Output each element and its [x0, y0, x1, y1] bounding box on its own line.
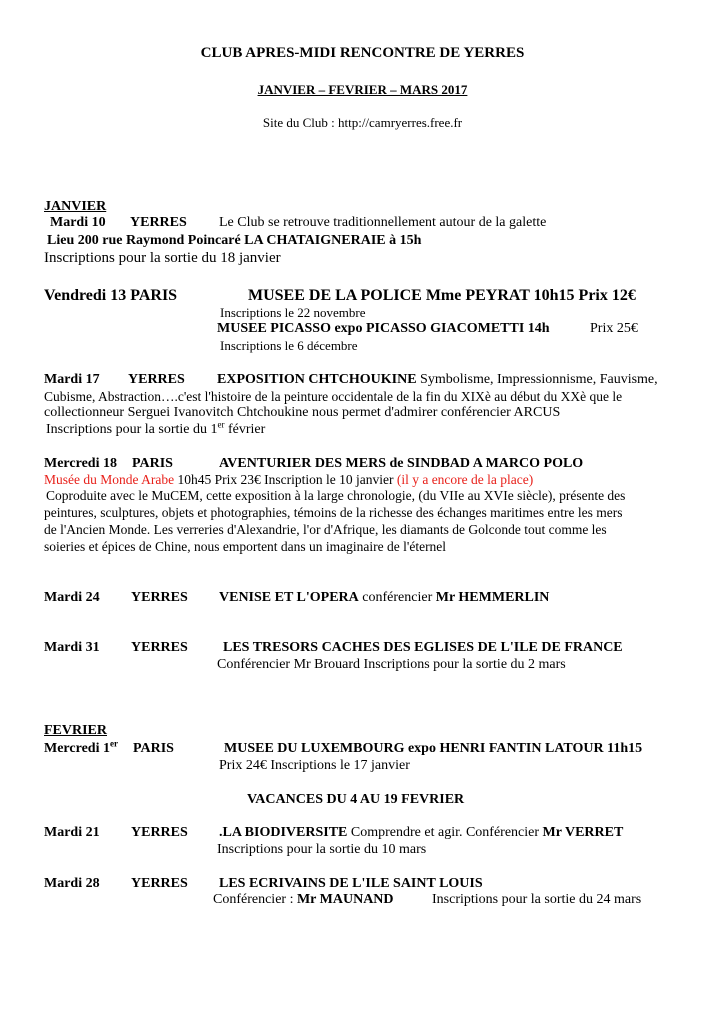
event-title-line	[219, 826, 623, 840]
event-location: Lieu 200 rue Raymond Poincaré LA CHATAIGNERAIE à 15h	[47, 233, 422, 248]
event-title: VENISE ET L'OPERA	[219, 590, 359, 605]
day-text: Mercredi 1	[44, 741, 110, 756]
event-inscription	[46, 419, 266, 437]
event-info-line	[44, 473, 533, 487]
event-info: 10h45 Prix 23€ Inscription le 10 janvier	[174, 472, 397, 487]
event-day: Mardi 28	[44, 876, 100, 891]
event-place: YERRES	[130, 215, 187, 230]
event-title-line	[219, 591, 549, 605]
club-title: CLUB APRES-MIDI RENCONTRE DE YERRES	[200, 45, 525, 61]
event-description: peintures, sculptures, objets et photographies, témoins de la richesse des échanges maritimes entre les mers	[44, 505, 623, 520]
event-day: Vendredi 13 PARIS	[44, 287, 178, 304]
event-place: YERRES	[131, 640, 188, 655]
event-title: AVENTURIER DES MERS de SINDBAD A MARCO POLO	[219, 456, 584, 471]
speaker: Mr VERRET	[542, 825, 624, 840]
period-title: JANVIER – FEVRIER – MARS 2017	[257, 82, 468, 97]
event-title: MUSEE DE LA POLICE Mme PEYRAT 10h15 Prix 12€	[248, 287, 636, 304]
event-price: Prix 25€	[590, 321, 638, 336]
section-heading-janvier: JANVIER	[44, 199, 107, 214]
inscription-text: Inscriptions pour la sortie du 1	[46, 422, 218, 437]
event-day: Mardi 31	[44, 640, 100, 655]
event-subline: Inscriptions pour la sortie du 10 mars	[217, 842, 427, 857]
event-description: collectionneur Serguei Ivanovitch Chtchoukine nous permet d'admirer conférencier ARCUS	[44, 405, 561, 420]
event-place: YERRES	[131, 590, 188, 605]
club-site: Site du Club : http://camryerres.free.fr	[262, 115, 463, 130]
event-day: Mardi 21	[44, 825, 100, 840]
event-description: soieries et épices de Chine, nous emportent dans un imaginaire de l'éternel	[44, 539, 447, 554]
event-description: de l'Ancien Monde. Les verreries d'Alexandrie, l'or d'Afrique, les diamants de Golconde tout comme les	[44, 522, 607, 537]
superscript: er	[109, 738, 118, 749]
speaker: Mr MAUNAND	[296, 892, 394, 907]
conference-label: conférencier	[358, 590, 436, 605]
event-description: Symbolisme, Impressionnisme, Fauvisme,	[420, 372, 658, 387]
event-title: LES ECRIVAINS DE L'ILE SAINT LOUIS	[219, 876, 483, 891]
superscript: er	[217, 419, 225, 430]
event-day	[44, 738, 118, 756]
event-place: PARIS	[132, 456, 173, 471]
event-inscription: Inscriptions pour la sortie du 18 janvier	[44, 250, 281, 266]
event-subline: Conférencier Mr Brouard Inscriptions pour la sortie du 2 mars	[217, 657, 566, 672]
event-inscription: Inscriptions le 6 décembre	[220, 338, 358, 353]
event-subline	[213, 893, 394, 907]
event-day: Mardi 24	[44, 590, 100, 605]
inscription-text: février	[224, 422, 266, 437]
section-heading-fevrier: FEVRIER	[44, 723, 108, 738]
event-place: YERRES	[131, 825, 188, 840]
event-place: PARIS	[133, 741, 174, 756]
event-description: Coproduite avec le MuCEM, cette exposition à la large chronologie, (du VIIe au XVIe siècle), présente des	[46, 488, 626, 503]
event-day: Mardi 10	[50, 215, 106, 230]
event-title-line	[217, 373, 658, 387]
event-title: EXPOSITION CHTCHOUKINE	[217, 372, 417, 387]
museum-name: Musée du Monde Arabe	[44, 472, 175, 487]
event-title: LES TRESORS CACHES DES EGLISES DE L'ILE DE FRANCE	[223, 640, 623, 655]
speaker: Mr HEMMERLIN	[435, 590, 550, 605]
event-title: MUSEE DU LUXEMBOURG expo HENRI FANTIN LATOUR 11h15	[224, 741, 643, 756]
event-description: Le Club se retrouve traditionnellement autour de la galette	[219, 215, 547, 230]
event-day: Mercredi 18	[44, 456, 117, 471]
event-inscription: Inscriptions le 22 novembre	[220, 305, 366, 320]
event-place: YERRES	[131, 876, 188, 891]
event-subline: Prix 24€ Inscriptions le 17 janvier	[219, 758, 410, 773]
event-title: MUSEE PICASSO expo PICASSO GIACOMETTI 14h	[217, 321, 550, 336]
conference-label: Conférencier :	[213, 892, 297, 907]
event-day: Mardi 17	[44, 372, 100, 387]
event-inscription: Inscriptions pour la sortie du 24 mars	[432, 892, 642, 907]
holidays-notice: VACANCES DU 4 AU 19 FEVRIER	[247, 792, 465, 807]
event-place: YERRES	[128, 372, 185, 387]
event-title: .LA BIODIVERSITE	[219, 825, 348, 840]
availability-note: (il y a encore de la place)	[396, 472, 534, 487]
event-description: Comprendre et agir. Conférencier	[347, 825, 543, 840]
event-description: Cubisme, Abstraction….c'est l'histoire de la peinture occidentale de la fin du XIXè au début du XXè que le	[44, 389, 623, 404]
